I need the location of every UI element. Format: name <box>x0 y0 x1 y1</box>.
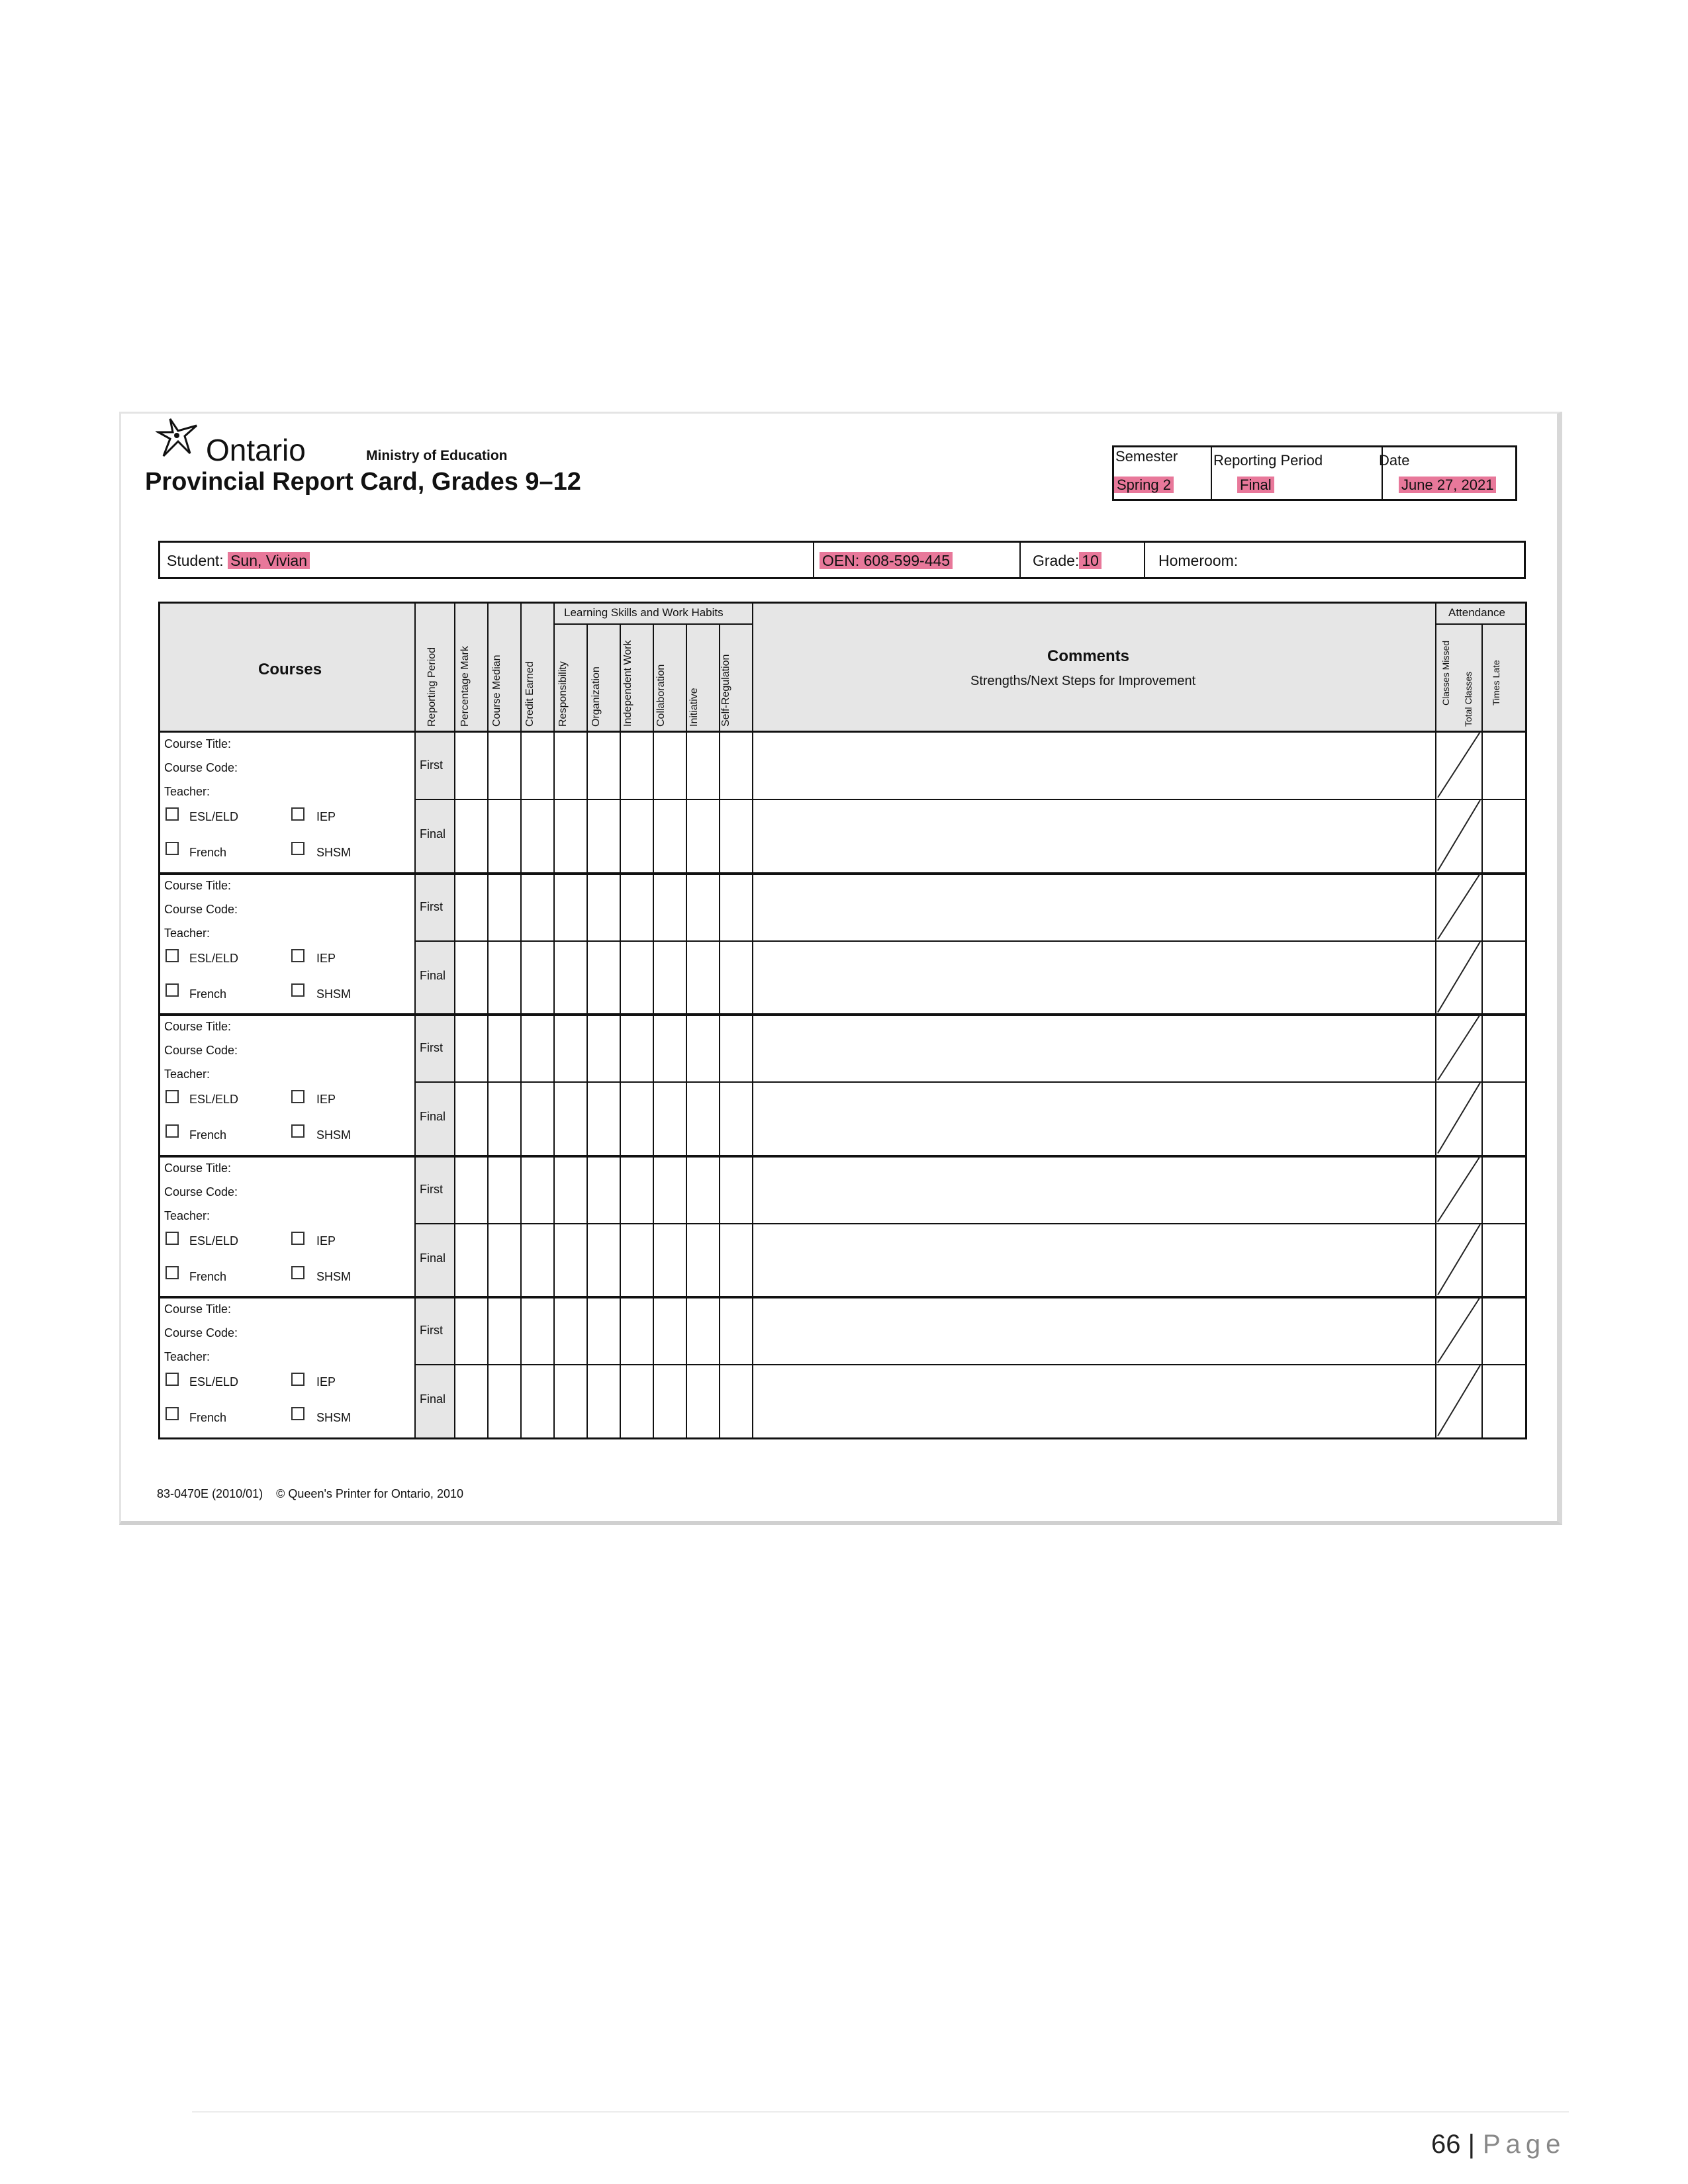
attendance-diagonal-lines <box>1436 731 1481 872</box>
report-card <box>119 412 1562 1525</box>
esl-eld-label: ESL/ELD <box>189 1093 239 1107</box>
course-code-label: Course Code: <box>164 902 238 916</box>
classes-missed-header: Classes Missed <box>1440 640 1451 705</box>
reporting-period-header: Reporting Period <box>426 647 438 727</box>
learning-skills-header: Learning Skills and Work Habits <box>564 606 724 619</box>
teacher-label: Teacher: <box>164 1068 211 1081</box>
semester-value: Spring 2 <box>1114 477 1174 494</box>
french-checkbox[interactable] <box>165 842 179 855</box>
period-first-label: First <box>420 1324 443 1338</box>
course-median-header: Course Median <box>491 655 502 727</box>
semester-label: Semester <box>1115 448 1178 465</box>
teacher-label: Teacher: <box>164 1208 211 1222</box>
esl-eld-checkbox[interactable] <box>165 949 179 962</box>
comments-subheader: Strengths/Next Steps for Improvement <box>970 674 1196 688</box>
form-footer: 83-0470E (2010/01) © Queen's Printer for Ontario, 2010 <box>157 1487 463 1500</box>
course-code-label: Course Code: <box>164 1044 238 1058</box>
shsm-checkbox[interactable] <box>291 1124 305 1138</box>
course-code-label: Course Code: <box>164 761 238 774</box>
french-label: French <box>189 1269 227 1283</box>
course-title-label: Course Title: <box>164 1161 232 1175</box>
esl-eld-label: ESL/ELD <box>189 1375 239 1389</box>
ministry-label: Ministry of Education <box>366 448 508 463</box>
shsm-checkbox[interactable] <box>291 1266 305 1279</box>
period-first-label: First <box>420 1041 443 1055</box>
page-title: Provincial Report Card, Grades 9–12 <box>145 468 581 496</box>
shsm-label: SHSM <box>316 987 352 1001</box>
grade-field: Grade: 10 <box>1033 552 1102 570</box>
attendance-diagonal-lines <box>1436 1296 1481 1437</box>
attendance-diagonal-lines <box>1436 1013 1481 1155</box>
student-info-box <box>158 541 1526 579</box>
period-final-label: Final <box>420 968 446 982</box>
french-label: French <box>189 1411 227 1425</box>
iep-checkbox[interactable] <box>291 949 305 962</box>
period-final-label: Final <box>420 1251 446 1265</box>
period-final-label: Final <box>420 827 446 841</box>
course-title-label: Course Title: <box>164 1020 232 1034</box>
shsm-label: SHSM <box>316 1128 352 1142</box>
student-name-field: Student: Sun, Vivian <box>167 552 310 570</box>
iep-label: IEP <box>316 1234 336 1248</box>
logo-wordmark: Ontario <box>206 433 306 467</box>
times-late-header: Times Late <box>1491 660 1501 705</box>
french-label: French <box>189 1128 227 1142</box>
page-footer-divider <box>192 2111 1569 2113</box>
teacher-label: Teacher: <box>164 1350 211 1364</box>
credit-earned-header: Credit Earned <box>524 661 536 727</box>
courses-header: Courses <box>258 660 322 678</box>
date-label: Date <box>1379 452 1410 469</box>
total-classes-header: Total Classes <box>1463 671 1474 727</box>
esl-eld-label: ESL/ELD <box>189 951 239 965</box>
oen-field: OEN: 608-599-445 <box>820 552 953 570</box>
esl-eld-checkbox[interactable] <box>165 1373 179 1386</box>
period-first-label: First <box>420 899 443 913</box>
teacher-label: Teacher: <box>164 926 211 940</box>
attendance-header: Attendance <box>1448 606 1506 619</box>
report-info-box <box>1112 445 1517 501</box>
skill-self-regulation-header: Self-Regulation <box>720 654 731 727</box>
skill-responsibility-header: Responsibility <box>557 661 569 727</box>
iep-checkbox[interactable] <box>291 1090 305 1103</box>
shsm-label: SHSM <box>316 1411 352 1425</box>
french-checkbox[interactable] <box>165 983 179 997</box>
period-final-label: Final <box>420 1110 446 1124</box>
french-checkbox[interactable] <box>165 1407 179 1420</box>
french-label: French <box>189 846 227 859</box>
courses-table <box>158 602 1527 1439</box>
course-code-label: Course Code: <box>164 1326 238 1340</box>
esl-eld-label: ESL/ELD <box>189 810 239 823</box>
comments-header: Comments <box>1047 647 1130 665</box>
attendance-diagonal-lines <box>1436 872 1481 1014</box>
shsm-checkbox[interactable] <box>291 1407 305 1420</box>
reporting-period-value: Final <box>1237 477 1274 494</box>
skill-initiative-header: Initiative <box>688 688 700 727</box>
period-final-label: Final <box>420 1392 446 1406</box>
skill-collaboration-header: Collaboration <box>655 664 667 727</box>
attendance-diagonal-lines <box>1436 1155 1481 1297</box>
esl-eld-label: ESL/ELD <box>189 1234 239 1248</box>
shsm-label: SHSM <box>316 846 352 859</box>
iep-checkbox[interactable] <box>291 1373 305 1386</box>
french-checkbox[interactable] <box>165 1266 179 1279</box>
iep-label: IEP <box>316 1093 336 1107</box>
iep-label: IEP <box>316 1375 336 1389</box>
percentage-mark-header: Percentage Mark <box>459 646 471 727</box>
course-code-label: Course Code: <box>164 1185 238 1199</box>
period-first-label: First <box>420 758 443 772</box>
esl-eld-checkbox[interactable] <box>165 1232 179 1245</box>
esl-eld-checkbox[interactable] <box>165 1090 179 1103</box>
esl-eld-checkbox[interactable] <box>165 807 179 821</box>
iep-checkbox[interactable] <box>291 807 305 821</box>
course-title-label: Course Title: <box>164 878 232 892</box>
page-label: Page <box>1483 2130 1566 2159</box>
date-value: June 27, 2021 <box>1399 477 1496 494</box>
reporting-period-label: Reporting Period <box>1213 452 1323 469</box>
french-checkbox[interactable] <box>165 1124 179 1138</box>
page-number: 66 | <box>1431 2130 1476 2159</box>
skill-independent-work-header: Independent Work <box>622 640 633 727</box>
french-label: French <box>189 987 227 1001</box>
course-title-label: Course Title: <box>164 737 232 751</box>
iep-checkbox[interactable] <box>291 1232 305 1245</box>
homeroom-field: Homeroom: <box>1158 552 1239 569</box>
course-title-label: Course Title: <box>164 1302 232 1316</box>
trillium-logo-icon <box>156 414 209 461</box>
shsm-checkbox[interactable] <box>291 983 305 997</box>
iep-label: IEP <box>316 810 336 823</box>
shsm-label: SHSM <box>316 1269 352 1283</box>
skill-organization-header: Organization <box>590 666 602 727</box>
shsm-checkbox[interactable] <box>291 842 305 855</box>
period-first-label: First <box>420 1182 443 1196</box>
iep-label: IEP <box>316 951 336 965</box>
teacher-label: Teacher: <box>164 785 211 798</box>
